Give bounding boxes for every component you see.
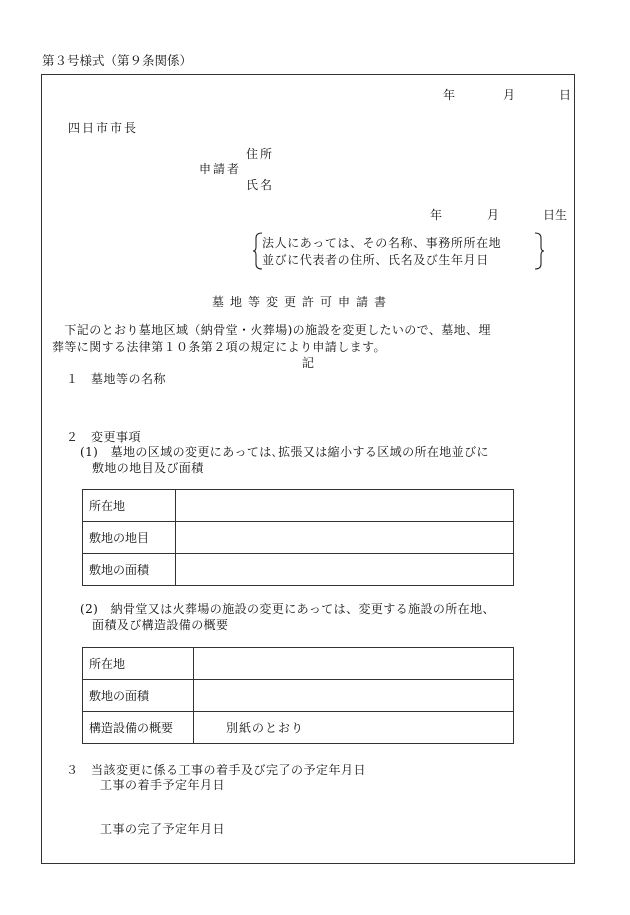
- address-label: 住所: [246, 147, 275, 161]
- date-month: 月: [503, 88, 516, 102]
- right-bracket: [533, 232, 545, 270]
- row-value[interactable]: [194, 680, 514, 712]
- item3-heading: ３ 当該変更に係る工事の着手及び完了の予定年月日: [66, 763, 367, 777]
- item2-heading: ２ 変更事項: [66, 430, 142, 444]
- table-row: [83, 490, 514, 522]
- row-label: 敷地の地目: [83, 522, 176, 554]
- table-row: [83, 522, 514, 554]
- form-number: 第３号様式（第９条関係）: [42, 53, 193, 68]
- ki-mark: 記: [302, 356, 315, 370]
- row-label: 所在地: [83, 648, 194, 680]
- row-value[interactable]: [176, 554, 514, 586]
- item2-2-line1: (2) 納骨堂又は火葬場の施設の変更にあっては、変更する施設の所在地、: [80, 602, 495, 616]
- doc-title: 墓地等変更許可申請書: [212, 295, 393, 309]
- date-year: 年: [443, 88, 456, 102]
- date-day: 日: [559, 88, 572, 102]
- row-label: 敷地の面積: [83, 680, 194, 712]
- applicant-label: 申請者: [199, 162, 242, 176]
- item2-1-line1: (1) 墓地の区域の変更にあっては､拡張又は縮小する区域の所在地並びに: [80, 445, 489, 459]
- item1-heading: １ 墓地等の名称: [66, 372, 167, 386]
- table-row: [83, 712, 514, 744]
- end-date-label: 工事の完了予定年月日: [100, 822, 226, 836]
- row-value[interactable]: 別紙のとおり: [194, 712, 514, 744]
- row-label: 所在地: [83, 490, 176, 522]
- body-line2: 葬等に関する法律第１０条第２項の規定により申請します。: [52, 340, 386, 354]
- start-date-label: 工事の着手予定年月日: [100, 778, 226, 792]
- name-label: 氏名: [246, 178, 275, 192]
- row-value[interactable]: [176, 522, 514, 554]
- birth-month: 月: [487, 208, 500, 222]
- row-value[interactable]: [176, 490, 514, 522]
- table-row: [83, 554, 514, 586]
- body-line1: 下記のとおり墓地区域（納骨堂・火葬場)の施設を変更したいので、墓地、埋: [52, 323, 491, 337]
- addressee: 四日市市長: [68, 121, 139, 135]
- corp-note-line2: 並びに代表者の住所、氏名及び生年月日: [262, 253, 489, 267]
- item2-2-line2: 面積及び構造設備の概要: [92, 618, 229, 632]
- row-value[interactable]: [194, 648, 514, 680]
- birth-year: 年: [430, 208, 443, 222]
- table-facility-change: [82, 647, 514, 744]
- table-row: [83, 648, 514, 680]
- corp-note-line1: 法人にあっては、その名称、事務所所在地: [262, 236, 502, 250]
- table-row: [83, 680, 514, 712]
- item2-1-line2: 敷地の地目及び面積: [92, 461, 204, 475]
- row-label: 構造設備の概要: [83, 712, 194, 744]
- row-label: 敷地の面積: [83, 554, 176, 586]
- birth-day: 日生: [543, 208, 568, 222]
- table-area-change: [82, 489, 514, 586]
